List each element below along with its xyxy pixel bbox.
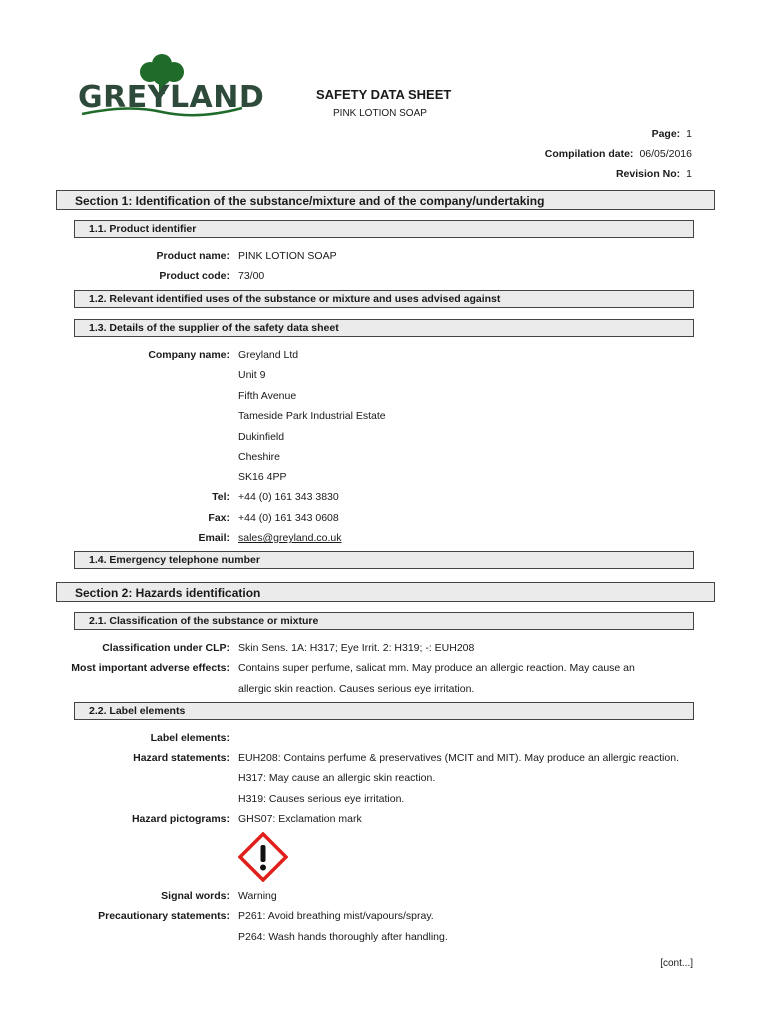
subsection-2-1: 2.1. Classification of the substance or mixture <box>74 612 694 630</box>
subsection-1-4: 1.4. Emergency telephone number <box>74 551 694 569</box>
product-code-value: 73/00 <box>238 270 265 282</box>
address-line: Tameside Park Industrial Estate <box>238 410 386 422</box>
address-line: Unit 9 <box>238 369 266 381</box>
hazard-pictogram-value: GHS07: Exclamation mark <box>238 813 362 825</box>
subsection-1-1: 1.1. Product identifier <box>74 220 694 238</box>
revision-number <box>616 168 692 180</box>
address-line: SK16 4PP <box>238 471 287 483</box>
page-label: Page: <box>651 128 681 140</box>
fax-value: +44 (0) 161 343 0608 <box>238 512 339 524</box>
hazard-pictograms-label: Hazard pictograms: <box>131 813 230 825</box>
compilation-date <box>545 148 692 160</box>
revision-label: Revision No: <box>615 168 681 180</box>
hazard-statement: EUH208: Contains perfume & preservatives (MCIT and MIT). May produce an allergic reaction. <box>238 752 679 764</box>
exclamation-mark-pictogram-icon <box>238 832 288 882</box>
section-2-header: Section 2: Hazards identification <box>56 582 715 602</box>
product-name-value: PINK LOTION SOAP <box>238 250 337 262</box>
hazard-statement: H319: Causes serious eye irritation. <box>238 793 405 805</box>
document-title: SAFETY DATA SHEET <box>316 87 452 102</box>
address-line: Cheshire <box>238 451 281 463</box>
tel-label: Tel: <box>212 491 230 503</box>
hazard-statement: H317: May cause an allergic skin reaction. <box>238 772 436 784</box>
precautionary-statements-label: Precautionary statements: <box>98 910 230 922</box>
greyland-logo <box>78 50 265 122</box>
email-label: Email: <box>198 532 230 544</box>
signal-words-label: Signal words: <box>161 890 230 902</box>
page-number <box>652 128 692 140</box>
continued-marker: [cont...] <box>660 958 693 969</box>
address-line: Fifth Avenue <box>238 390 297 402</box>
precautionary-statement: P264: Wash hands thoroughly after handling. <box>238 931 448 943</box>
company-name-label: Company name: <box>148 349 230 361</box>
page-value: 1 <box>686 128 692 140</box>
fax-label: Fax: <box>208 512 230 524</box>
document-subtitle: PINK LOTION SOAP <box>333 108 427 119</box>
clp-label: Classification under CLP: <box>102 642 230 654</box>
subsection-1-3: 1.3. Details of the supplier of the safety data sheet <box>74 319 694 337</box>
address-line: Dukinfield <box>238 431 285 443</box>
clp-value: Skin Sens. 1A: H317; Eye Irrit. 2: H319; -: EUH208 <box>238 642 475 654</box>
subsection-1-2: 1.2. Relevant identified uses of the substance or mixture and uses advised against <box>74 290 694 308</box>
hazard-statements-label: Hazard statements: <box>133 752 230 764</box>
tel-value: +44 (0) 161 343 3830 <box>238 491 339 503</box>
compilation-value: 06/05/2016 <box>639 148 692 160</box>
email-link[interactable]: sales@greyland.co.uk <box>238 532 342 544</box>
compilation-label: Compilation date: <box>544 148 634 160</box>
adverse-effects-line: Contains super perfume, salicat mm. May produce an allergic reaction. May cause an <box>238 662 635 674</box>
subsection-2-2: 2.2. Label elements <box>74 702 694 720</box>
precautionary-statement: P261: Avoid breathing mist/vapours/spray. <box>238 910 434 922</box>
adverse-effects-line: allergic skin reaction. Causes serious eye irritation. <box>238 683 475 695</box>
label-elements-label: Label elements: <box>150 732 230 744</box>
logo-wordmark: GREYLAND <box>78 80 265 115</box>
revision-value: 1 <box>686 168 692 180</box>
product-code-label: Product code: <box>159 270 230 282</box>
signal-words-value: Warning <box>238 890 277 902</box>
product-name-label: Product name: <box>156 250 230 262</box>
adverse-effects-label: Most important adverse effects: <box>71 662 230 674</box>
address-line: Greyland Ltd <box>238 349 299 361</box>
section-1-header: Section 1: Identification of the substance/mixture and of the company/undertaking <box>56 190 715 210</box>
